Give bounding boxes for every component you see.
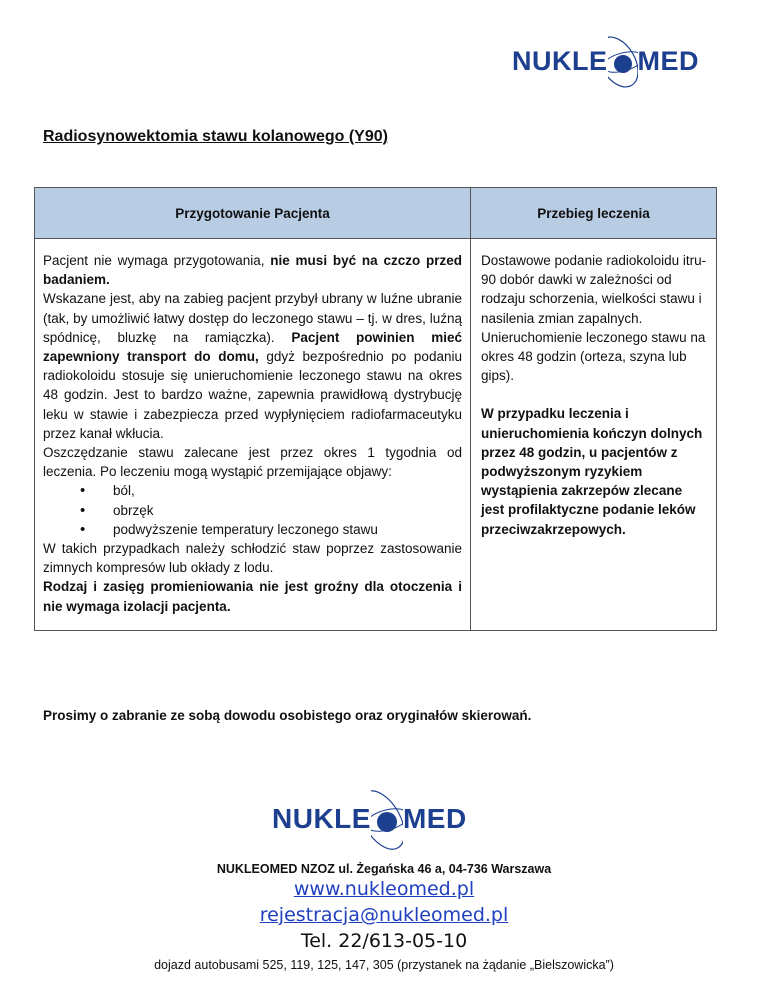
logo-text-part1: NUKLE bbox=[512, 46, 608, 76]
preparation-p2 bbox=[43, 289, 462, 443]
email-link[interactable]: rejestracja@nukleomed.pl bbox=[259, 904, 509, 926]
list-item: • podwyższenie temperatury leczonego stawu bbox=[113, 520, 462, 539]
treatment-p3: W przypadku leczenia i unieruchomienia kończyn dolnych przez 48 godzin, u pacjentów z podwyższonym ryzykiem wystąpienia zakrzepów zlecane jest profilaktyczne podanie leków przeciwzakrzepowych. bbox=[481, 406, 703, 537]
logo-text-part2: MED bbox=[637, 46, 699, 76]
logo-text-part2: MED bbox=[402, 803, 467, 834]
transport-info: dojazd autobusami 525, 119, 125, 147, 305 (przystanek na żądanie „Bielszowicka”) bbox=[154, 958, 614, 972]
logo-wordmark bbox=[512, 30, 699, 94]
header-treatment-course: Przebieg leczenia bbox=[471, 188, 717, 239]
table-header-row bbox=[35, 188, 717, 239]
preparation-p2-rest: gdyż bezpośrednio po podaniu radiokoloidu stosuje się unieruchomienie leczonego stawu na okres 48 godzin. Jest to bardzo ważne, zapewnia prawidłową dystrybucję leku w stawie i zabezpiecza przed wypłynięciem radiofarmaceutyku przez kanał wkłucia. bbox=[43, 349, 462, 441]
treatment-p1: Dostawowe podanie radiokoloidu itru-90 dobór dawki w zależności od rodzaju schorzenia, wielkości stawu i nasilenia zmian zapalnych. bbox=[481, 253, 707, 326]
atom-o-icon bbox=[371, 784, 403, 858]
documents-note: Prosimy o zabranie ze sobą dowodu osobistego oraz oryginałów skierowań. bbox=[43, 708, 532, 723]
phone-number: Tel. 22/613-05-10 bbox=[300, 930, 468, 952]
clinic-address: NUKLEOMED NZOZ ul. Żegańska 46 a, 04-736 Warszawa bbox=[216, 862, 552, 876]
preparation-p2-bold: Pacjent powinien mieć zapewniony transport do domu, bbox=[43, 329, 463, 365]
list-item: • ból, bbox=[113, 481, 462, 500]
logo-text-part1: NUKLE bbox=[272, 803, 371, 834]
spacer bbox=[481, 385, 708, 404]
header-patient-preparation: Przygotowanie Pacjenta bbox=[35, 188, 471, 239]
treatment-p2: Unieruchomienie leczonego stawu na okres 48 godzin (orteza, szyna lub gips). bbox=[481, 329, 706, 384]
list-item: • obrzęk bbox=[113, 501, 462, 520]
logo-wordmark bbox=[272, 782, 467, 858]
logo-top bbox=[512, 30, 699, 94]
atom-o-icon bbox=[608, 32, 638, 94]
website-link[interactable]: www.nukleomed.pl bbox=[293, 878, 475, 900]
table-body-row bbox=[35, 239, 717, 631]
info-table bbox=[34, 187, 717, 631]
document-title: Radiosynowektomia stawu kolanowego (Y90) bbox=[43, 128, 388, 145]
preparation-p1 bbox=[43, 251, 462, 289]
preparation-cell bbox=[35, 239, 471, 631]
preparation-p1-text: Pacjent nie wymaga przygotowania, bbox=[43, 253, 271, 268]
treatment-cell bbox=[471, 239, 717, 631]
symptoms-list bbox=[43, 481, 462, 539]
preparation-p2-text: Wskazane jest, aby na zabieg pacjent przybył ubrany w luźne ubranie (tak, by umożliwić łatwy dostęp do leczonego stawu – tj. w dres, luźną spódnicę, bluzkę na ramiączka). bbox=[43, 291, 462, 345]
preparation-p4: W takich przypadkach należy schłodzić staw poprzez zastosowanie zimnych kompresów lub okłady z lodu. bbox=[43, 541, 462, 576]
logo-bottom bbox=[272, 782, 467, 858]
preparation-p5: Rodzaj i zasięg promieniowania nie jest groźny dla otoczenia i nie wymaga izolacji pacjenta. bbox=[43, 579, 462, 614]
preparation-p3: Oszczędzanie stawu zalecane jest przez okres 1 tygodnia od leczenia. Po leczeniu mogą wystąpić przemijające objawy: bbox=[43, 445, 462, 480]
preparation-p1-bold: nie musi być na czczo przed badaniem. bbox=[43, 253, 462, 288]
